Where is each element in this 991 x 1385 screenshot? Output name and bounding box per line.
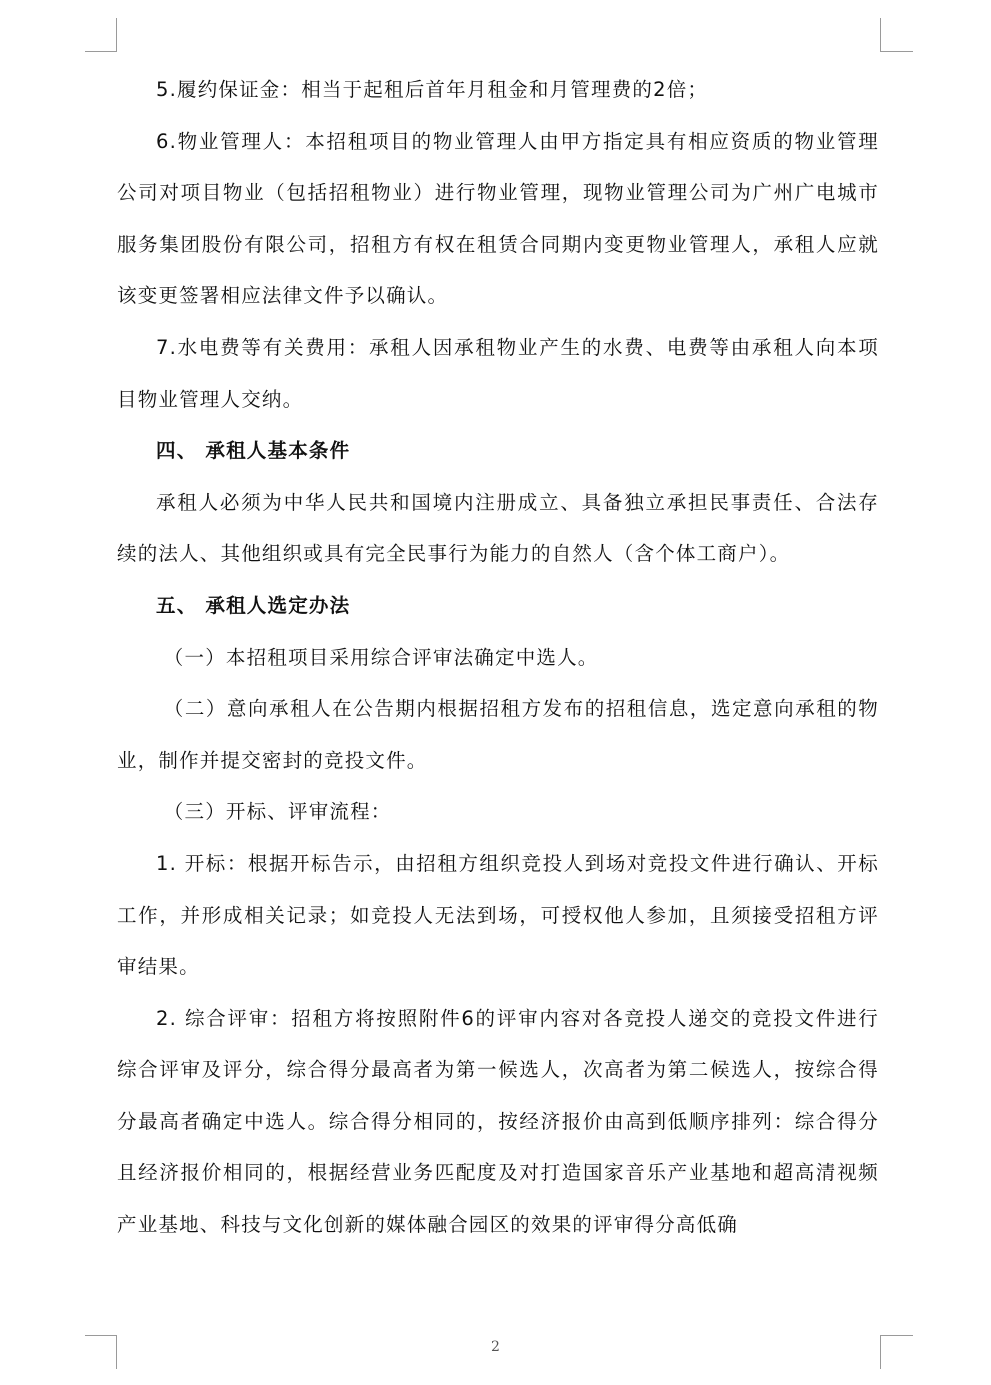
clause-6-property-manager: 6.物业管理人：本招租项目的物业管理人由甲方指定具有相应资质的物业管理公司对项目物业（包括招租物业）进行物业管理，现物业管理公司为广州广电城市服务集团股份有限公司，招租方有权在租赁合同期内变更物业管理人，承租人应就该变更签署相应法律文件予以确认。	[117, 129, 879, 308]
section-5-item-2: （二）意向承租人在公告期内根据招租方发布的招租信息，选定意向承租的物业，制作并提交密封的竞投文件。	[117, 697, 879, 772]
section-5-item-1: （一）本招租项目采用综合评审法确定中选人。	[163, 645, 599, 669]
crop-mark-bl-h	[85, 1335, 117, 1336]
bid-opening-clause: 1. 开标：根据开标告示，由招租方组织竞投人到场对竞投文件进行确认、开标工作，并形成相关记录；如竞投人无法到场，可授权他人参加，且须接受招租方评审结果。	[117, 851, 879, 979]
crop-mark-tr-v	[880, 18, 881, 52]
section-5-heading: 五、 承租人选定办法	[156, 593, 351, 617]
crop-mark-tl-h	[85, 51, 117, 52]
section-4-body: 承租人必须为中华人民共和国境内注册成立、具备独立承担民事责任、合法存续的法人、其他组织或具有完全民事行为能力的自然人（含个体工商户）。	[117, 490, 879, 566]
crop-mark-br-h	[881, 1335, 913, 1336]
clause-5-deposit: 5.履约保证金：相当于起租后首年月租金和月管理费的2倍；	[156, 78, 709, 101]
page-number: 2	[491, 1339, 500, 1355]
clause-7-utilities: 7.水电费等有关费用：承租人因承租物业产生的水费、电费等由承租人向本项目物业管理人交纳。	[117, 335, 879, 411]
section-5-item-3: （三）开标、评审流程：	[163, 800, 392, 824]
crop-mark-tl-v	[116, 18, 117, 52]
document-body	[117, 64, 879, 1251]
evaluation-clause: 2. 综合评审：招租方将按照附件6的评审内容对各竞投人递交的竞投文件进行综合评审及评分，综合得分最高者为第一候选人，次高者为第二候选人，按综合得分最高者确定中选人。综合得分相同的，按经济报价由高到低顺序排列：综合得分且经济报价相同的，根据经营业务匹配度及对打造国家音乐产业基地和超高清视频产业基地、科技与文化创新的媒体融合园区的效果的评审得分高低确	[117, 1006, 879, 1237]
crop-mark-tr-h	[881, 51, 913, 52]
section-4-heading: 四、 承租人基本条件	[156, 439, 351, 463]
